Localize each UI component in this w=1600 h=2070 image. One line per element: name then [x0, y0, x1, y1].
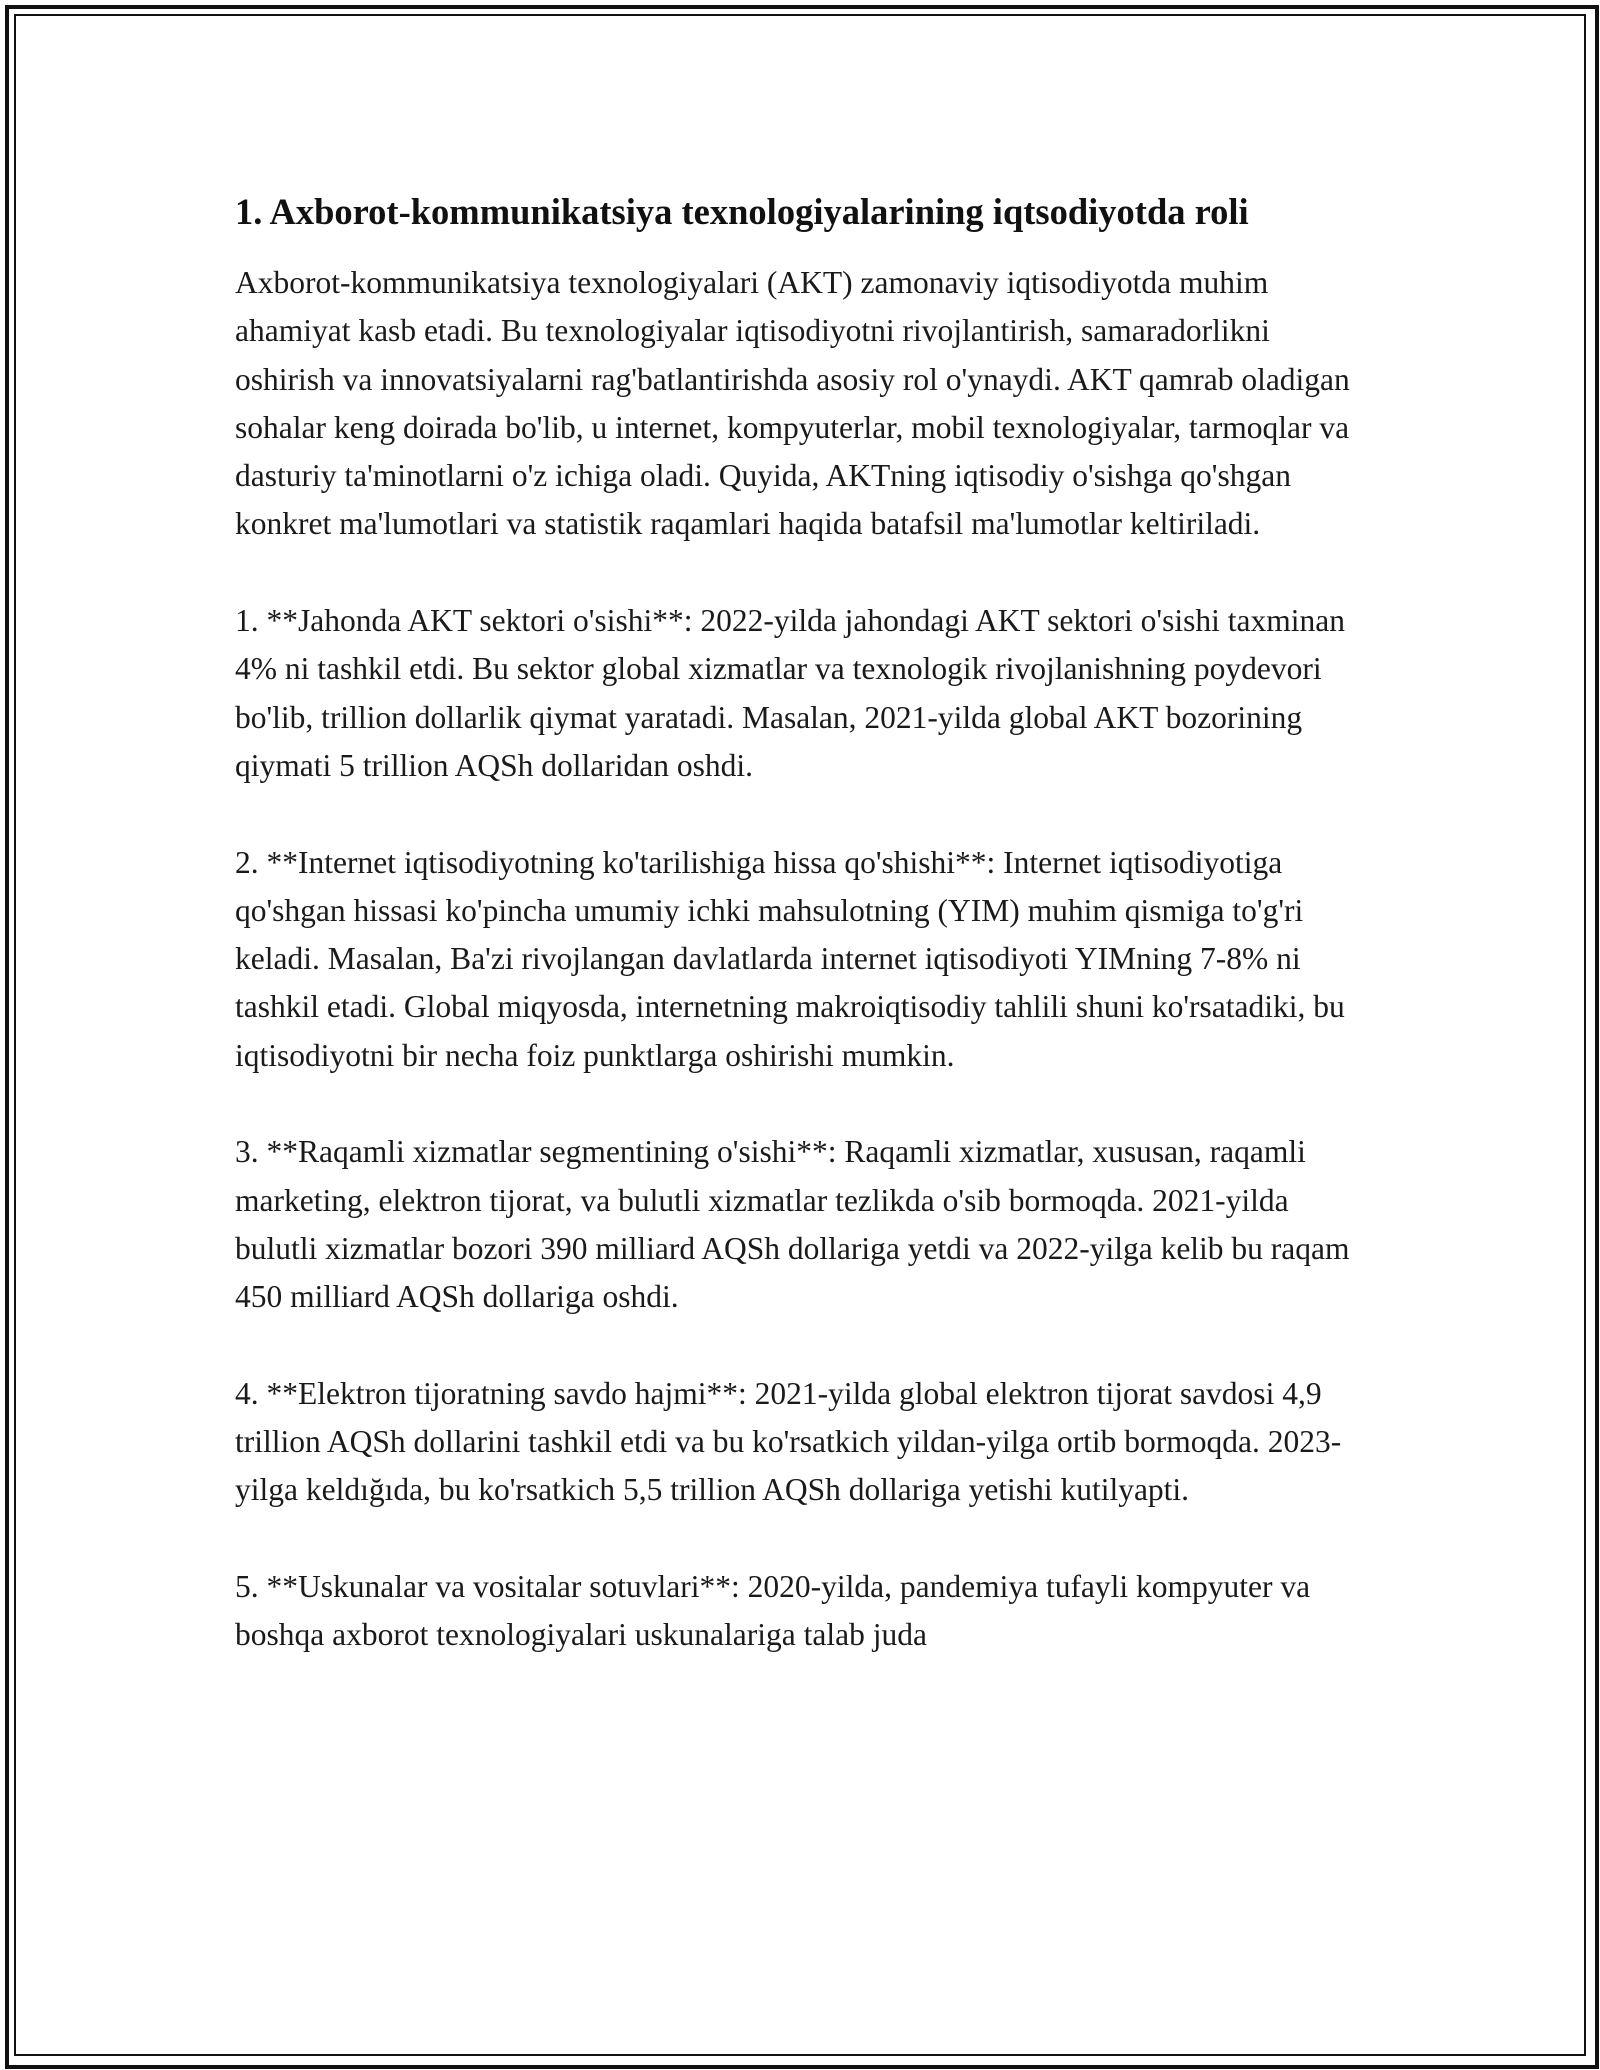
list-item-2: 2. **Internet iqtisodiyotning ko'tarilishiga hissa qo'shishi**: Internet iqtisodiyotiga qo'shgan hissasi ko'pincha umumiy ichki mahsulotning (YIM) muhim qismiga to'g'ri keladi. Masalan, Ba'zi rivojlangan davlatlarda internet iqtisodiyoti YIMning 7-8% ni tashkil etadi. Global miqyosda, internetning makroiqtisodiy tahlili shuni ko'rsatadiki, bu iqtisodiyotni bir necha foiz punktlarga oshirishi mumkin.	[235, 844, 1345, 1073]
document-title: 1. Axborot-kommunikatsiya texnologiyalarining iqtsodiyotda roli	[235, 191, 1249, 232]
document-body	[235, 185, 1365, 1708]
list-item-3: 3. **Raqamli xizmatlar segmentining o'sishi**: Raqamli xizmatlar, xususan, raqamli marketing, elektron tijorat, va bulutli xizmatlar tezlikda o'sib bormoqda. 2021-yilda bulutli xizmatlar bozori 390 milliard AQSh dollariga yetdi va 2022-yilga kelib bu raqam 450 milliard AQSh dollariga oshdi.	[235, 1134, 1350, 1315]
intro-paragraph: Axborot-kommunikatsiya texnologiyalari (AKT) zamonaviy iqtisodiyotda muhim ahamiyat kasb etadi. Bu texnologiyalar iqtisodiyotni rivojlantirish, samaradorlikni oshirish va innovatsiyalarni rag'batlantirishda asosiy rol o'ynaydi. AKT qamrab oladigan sohalar keng doirada bo'lib, u internet, kompyuterlar, mobil texnologiyalar, tarmoqlar va dasturiy ta'minotlarni o'z ichiga oladi. Quyida, AKTning iqtisodiy o'sishga qo'shgan konkret ma'lumotlari va statistik raqamlari haqida batafsil ma'lumotlar keltiriladi.	[235, 265, 1350, 542]
list-item-5: 5. **Uskunalar va vositalar sotuvlari**: 2020-yilda, pandemiya tufayli kompyuter va boshqa axborot texnologiyalari uskunalariga talab juda	[235, 1569, 1311, 1653]
list-item-4: 4. **Elektron tijoratning savdo hajmi**: 2021-yilda global elektron tijorat savdosi 4,9 trillion AQSh dollarini tashkil etdi va bu ko'rsatkich yildan-yilga ortib bormoqda. 2023-yilga keldığıda, bu ko'rsatkich 5,5 trillion AQSh dollariga yetishi kutilyapti.	[235, 1375, 1342, 1508]
list-item-1: 1. **Jahonda AKT sektori o'sishi**: 2022-yilda jahondagi AKT sektori o'sishi taxminan 4% ni tashkil etdi. Bu sektor global xizmatlar va texnologik rivojlanishning poydevori bo'lib, trillion dollarlik qiymat yaratadi. Masalan, 2021-yilda global AKT bozorining qiymati 5 trillion AQSh dollaridan oshdi.	[235, 603, 1345, 783]
